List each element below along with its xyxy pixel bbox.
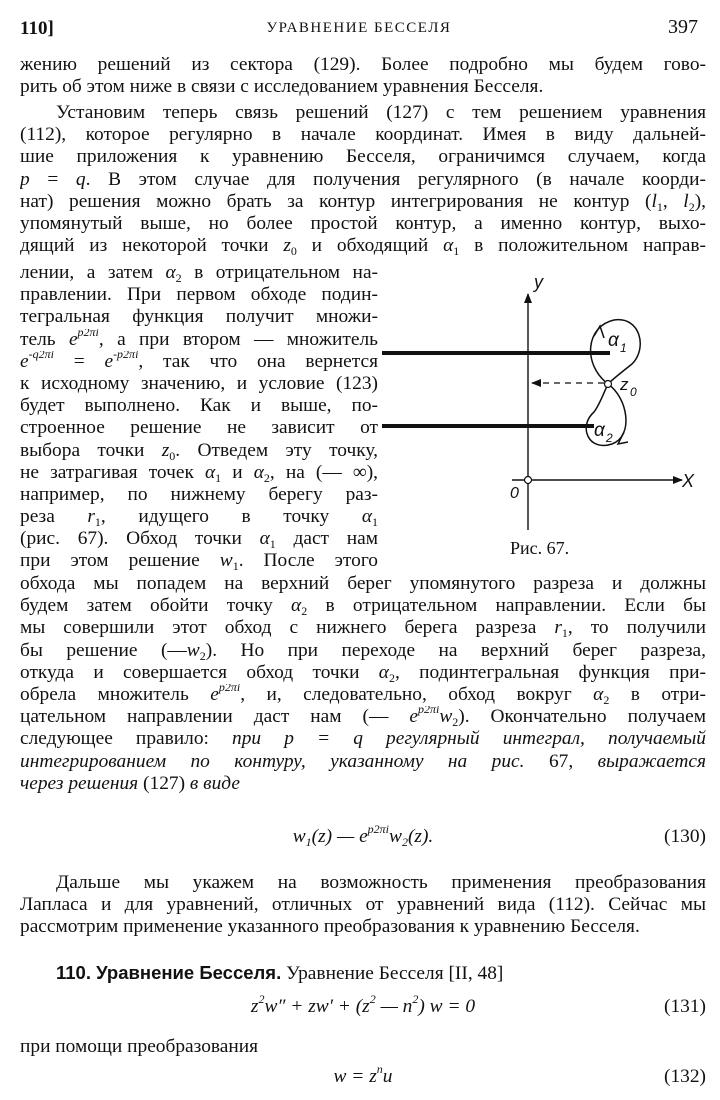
section-ref: 110] xyxy=(20,18,54,39)
text-line: например, по нижнему берегу раз- xyxy=(20,483,378,505)
text-line: (рис. 67). Обход точки $\alpha_1$ даст нам xyxy=(20,528,378,551)
label-z0: z xyxy=(620,375,629,394)
text-line: откуда и совершается обход точки $\alpha_2$, подинтегральная функция при- xyxy=(20,661,706,684)
text-line: не затрагивая точек $\alpha_1$ и $\alpha_2$, на (— ∞), xyxy=(20,461,378,484)
text-line: жению решений из сектора (129). Более подробно мы будем гово- xyxy=(20,54,706,75)
equation-132 xyxy=(20,1062,706,1092)
section-intro: Уравнение Бесселя [II, 48] xyxy=(281,963,504,984)
text-line: правлении. При первом обходе подин- xyxy=(20,284,378,306)
axis-y-label: y xyxy=(534,272,543,292)
text-line: рить об этом ниже в связи с исследованием уравнения Бесселя. xyxy=(20,76,544,98)
running-header xyxy=(20,16,698,42)
equation-number: (131) xyxy=(663,996,706,1017)
text-line: Дальше мы укажем на возможность применения преобразования xyxy=(56,872,706,893)
text-line: интегрированием по контуру, указанному на рис. 67, выражается xyxy=(20,750,706,772)
label-alpha2-sub: 2 xyxy=(606,431,613,445)
equation-expression: $w_1(z)$ — $e^{p2\pi i}w_2(z)$. xyxy=(292,822,434,849)
paragraph-1 xyxy=(20,54,706,98)
figure-caption: Рис. 67. xyxy=(510,538,570,558)
loop-alpha2-arrow xyxy=(618,432,628,444)
text-line: при помощи преобразования xyxy=(20,1036,259,1057)
contour-diagram xyxy=(382,268,712,538)
text-line: обхода мы попадем на верхний берег упомянутого разреза и должны xyxy=(20,573,706,594)
text-line: мы совершили этот обход с нижнего берега разреза $r_1$, то получили xyxy=(20,617,706,640)
equation-expression: $z^2w'' + zw' + (z^2$ — $n^2$) w = 0 xyxy=(250,992,476,1017)
text-line: будет выполнено. Как и выше, по- xyxy=(20,395,378,417)
label-alpha1: α xyxy=(608,330,619,351)
text-line: лении, а затем $\alpha_2$ в отрицательном на- xyxy=(20,262,378,285)
text-line: выбора точки $z_0$. Отведем эту точку, xyxy=(20,439,378,462)
text-line: при этом решение $w_1$. После этого xyxy=(20,550,378,573)
text-line: реза $r_1$, идущего в точку $\alpha_1$ xyxy=(20,506,378,529)
point-z0 xyxy=(605,381,612,388)
paragraph-wrapped xyxy=(20,262,378,573)
text-line: цательном направлении даст нам (— $e^{p2\pi i}w_2$). Окончательно получаем xyxy=(20,706,706,729)
text-line: обрела множитель $e^{p2\pi i}$, и, следовательно, обход вокруг $\alpha_2$ в отри- xyxy=(20,683,706,707)
figure-67 xyxy=(382,268,712,568)
text-line: $e^{-q2\pi i} = e^{-p2\pi i}$, так что она вернется xyxy=(20,350,378,372)
equation-number: (132) xyxy=(663,1066,706,1087)
equation-130 xyxy=(20,822,706,852)
section-heading xyxy=(20,962,706,985)
text-line: будем затем обойти точку $\alpha_2$ в отрицательном направлении. Если бы xyxy=(20,595,706,618)
text-line: бы решение $(—w_2)$. Но при переходе на верхний берег разреза, xyxy=(20,639,706,662)
label-alpha2: α xyxy=(594,420,605,441)
text-line: Установим теперь связь решений (127) с тем решением уравнения xyxy=(56,102,706,123)
label-z0-sub: 0 xyxy=(630,385,637,399)
equation-131 xyxy=(20,992,706,1022)
text-line: Лапласа и для уравнений, отличных от уравнений вида (112). Сейчас мы xyxy=(20,894,706,916)
page-number: 397 xyxy=(668,16,698,38)
paragraph-4 xyxy=(20,872,706,939)
text-line: p = q. В этом случае для получения регулярного (в начале коорди- xyxy=(20,168,706,190)
origin-point xyxy=(525,477,532,484)
running-title: УРАВНЕНИЕ БЕССЕЛЯ xyxy=(266,20,452,36)
equation-expression: $w = z^nu$ xyxy=(333,1062,393,1087)
text-line: шие приложения к уравнению Бесселя, ограничимся случаем, когда xyxy=(20,146,706,168)
text-line: строенное решение не зависит от xyxy=(20,417,378,439)
paragraph-3 xyxy=(20,573,706,795)
axis-x-label: X xyxy=(682,471,695,491)
text-line: нат) решения можно брать за контур интегрирования не контур ($l_1$, $l_2$), xyxy=(20,190,706,213)
text-line: тегральная функция получит множи- xyxy=(20,306,378,328)
text-line: к исходному значению, и условие (123) xyxy=(20,372,378,394)
text-line: рассмотрим применение указанного преобразования к уравнению Бесселя. xyxy=(20,916,640,938)
text-line: упомянутый выше, но более простой контур, а именно контур, выхо- xyxy=(20,212,706,234)
section-title: 110. Уравнение Бесселя. xyxy=(56,962,282,983)
text-line: (112), которое регулярно в начале координат. Имея в виду дальней- xyxy=(20,124,706,146)
paragraph-2 xyxy=(20,102,706,257)
text-line: тель $e^{p2\pi i}$, а при втором — множитель xyxy=(20,328,378,350)
text-line: дящий из некоторой точки $z_0$ и обходящий $\alpha_1$ в положительном направ- xyxy=(20,235,706,258)
text-line: через решения (127) в виде xyxy=(20,772,240,794)
text-line: следующее правило: при p = q регулярный интеграл, получаемый xyxy=(20,728,706,750)
equation-number: (130) xyxy=(663,826,706,847)
origin-label: 0 xyxy=(510,485,519,502)
label-alpha1-sub: 1 xyxy=(620,341,627,355)
